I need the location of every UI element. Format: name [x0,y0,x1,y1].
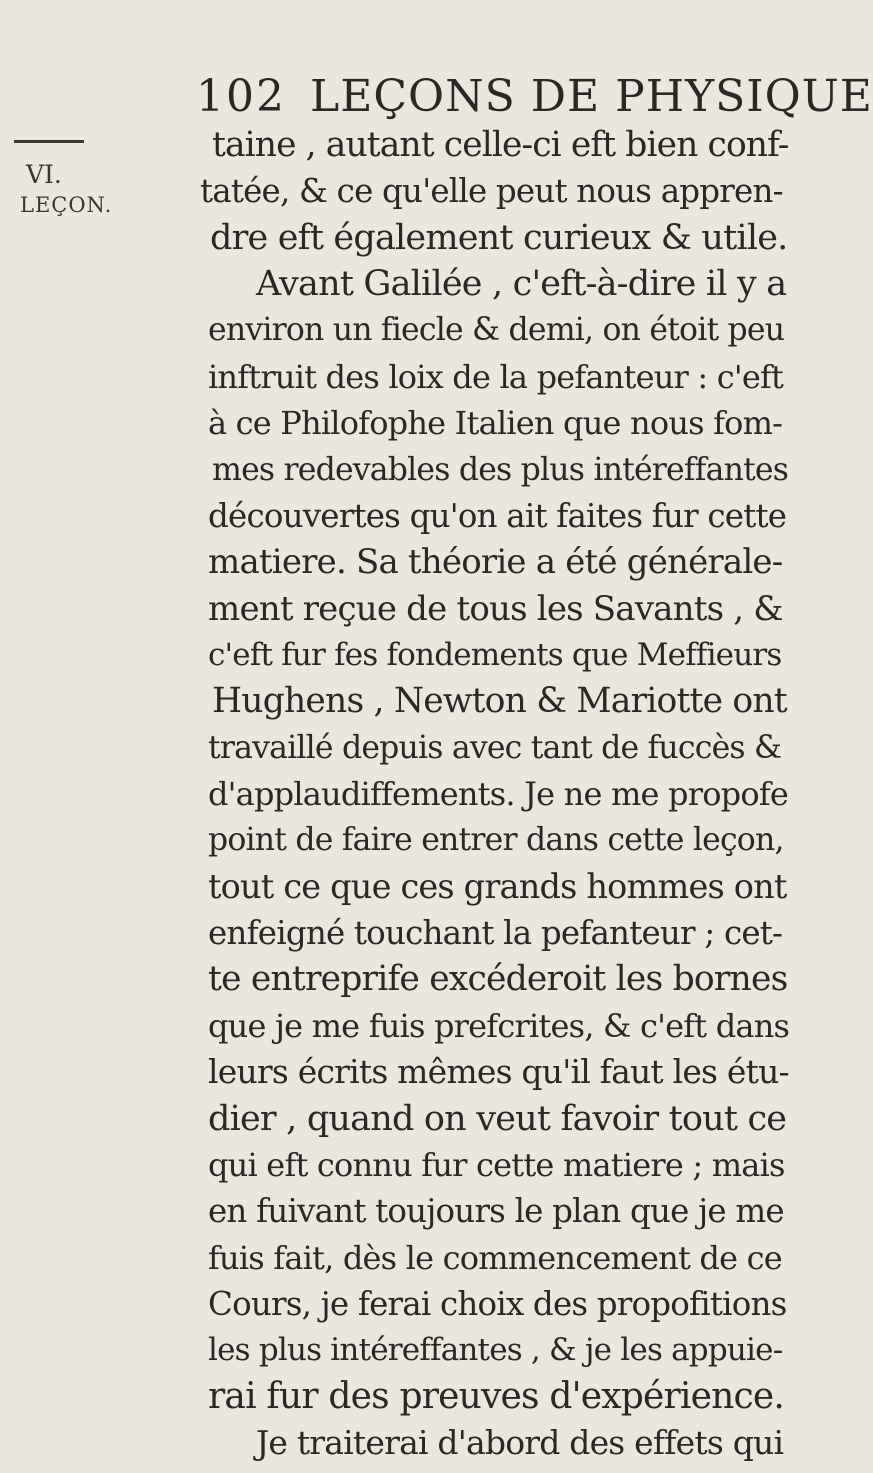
margin-note-chapter: VI. [26,160,62,189]
running-title: LEÇONS DE PHYSIQUE [310,71,873,122]
text-line: dre eft également curieux & utile. [210,218,788,258]
text-line: environ un fiecle & demi, on étoit peu [208,312,785,348]
text-line: c'eft fur fes fondements que Meffieurs [208,637,782,673]
text-line: Cours, je ferai choix des propofitions [208,1285,787,1323]
text-line: leurs écrits mêmes qu'il faut les étu- [208,1052,789,1091]
text-line: les plus intéreffantes , & je les appuie- [208,1332,783,1368]
text-line: découvertes qu'on ait faites fur cette [208,497,787,535]
text-line: mes redevables des plus intéreffantes [212,452,789,488]
text-line: Avant Galilée , c'eft-à-dire il y a [256,264,787,304]
text-line: travaillé depuis avec tant de fuccès & [208,730,782,766]
text-line: à ce Philofophe Italien que nous fom- [208,404,783,442]
text-line: Hughens , Newton & Mariotte ont [212,681,787,721]
text-line: point de faire entrer dans cette leçon, [208,822,784,858]
text-line: dier , quand on veut favoir tout ce [208,1099,787,1139]
page-number: 102 [196,71,286,122]
text-line: tout ce que ces grands hommes ont [208,867,787,906]
text-line: ment reçue de tous les Savants , & [208,589,783,629]
text-line: d'applaudiffements. Je ne me propofe [208,775,788,813]
text-line: inftruit des loix de la pefanteur : c'eft [208,358,784,396]
text-line: qui eft connu fur cette matiere ; mais [208,1146,785,1184]
text-line: matiere. Sa théorie a été générale- [208,542,783,582]
margin-note-lecon: LEÇON. [20,193,113,217]
text-line: te entreprife excéderoit les bornes [208,959,788,999]
text-line: en fuivant toujours le plan que je me [208,1192,784,1230]
text-line: rai fur des preuves d'expérience. [208,1376,784,1417]
text-line: tatée, & ce qu'elle peut nous appren- [200,172,783,210]
text-line: fuis fait, dès le commencement de ce [208,1239,782,1277]
text-line: taine , autant celle-ci eft bien conf- [212,125,789,165]
text-line: enfeigné touchant la pefanteur ; cet- [208,914,783,952]
text-line: Je traiterai d'abord des effets qui [256,1423,784,1462]
text-line: que je me fuis prefcrites, & c'eft dans [208,1007,790,1045]
